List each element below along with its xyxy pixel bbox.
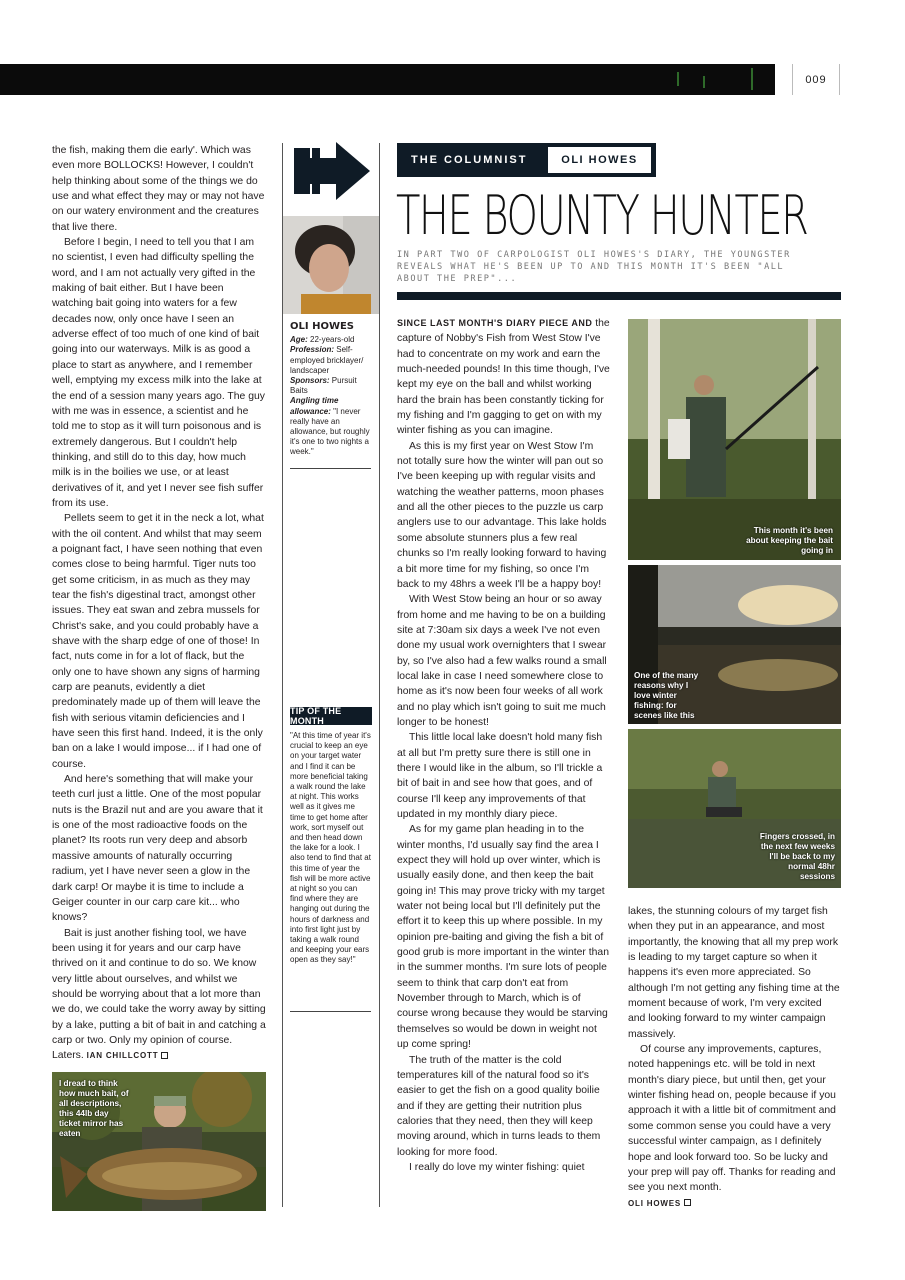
top-banner [0,64,775,95]
paragraph: As for my game plan heading in to the winter months, I'd usually say find the area I expect they will hold up over winter, which is usually easily done, and then keep the bait going in! This may prove tricky with my target water not being local but I'll definitely put the effort it to keep this up where possible. In my opinion pre-baiting and giving the fish a bit of good grub is more important in the winter than in the summer months. I'm sure lots of people seem to think that carp don't eat from November through to March, which is of course wrong because they would be starving themselves so would be down in weight not up come spring! [397,824,609,1051]
paragraph: Of course any improvements, captures, noted happenings etc. will be told in next month's diary piece, but until then, get your winter fishing head on, people because if you approach it with a little bit of commitment and some common sense you could have a very successful winter campaign, as I definitely hope and look forward too. So be lucky and your prep will pay off. Thanks for reading and see you next month. [628,1044,836,1194]
author-byline: OLI HOWES [628,1198,681,1208]
paragraph: The truth of the matter is the cold temperatures kill of the natural food so it's easier to get the fish on a good quality boilie and if they are getting their nutrition plus calories that they need, then they will keep moving around, which in turns leads to them looking for more food. [397,1054,601,1158]
standfirst: IN PART TWO OF CARPOLOGIST OLI HOWES'S DIARY, THE YOUNGSTER REVEALS WHAT HE'S BEEN UP TO AND THIS MONTH IT'S BEEN "ALL ABOUT THE PREP"... [397,250,791,284]
photo-caption: Fingers crossed, in the next few weeks I'll be back to my normal 48hr sessions [759,832,835,881]
paragraph: Pellets seem to get it in the neck a lot, what with the oil content. And whilst that may seem a poignant fact, I have seen nothing that even comes close to being harmful. Tiger nuts too get some criticism, in as much as they may tear the fish's digestinal tract, amongst other issues. They eat swan and zebra mussels for Christ's sake, and you could probably have a shave with the sharp edge of one of those! In fact, nuts come in for a lot of flack, but the only one to have shown any signs of harming carp are peanuts, evidently a diet predominately made up of them will leave the fish with serious vitamin deficiencies and I have seen this first hand. Indeed, it is the only ban on a lake I would impose... if I had one of course. [52,513,264,770]
paragraph: Bait is just another fishing tool, we have been using it for years and our carp have thrived on it and continue to do so. We know very little about ourselves, and whilst we should be worrying about that a lot more than we do, we could take the worry away by sitting by a lake, putting a bit of bait in and catching a carp or two. Only my opinion of course. Laters. [52,927,266,1062]
photo-caption: One of the many reasons why I love winter fishing: for scenes like this [634,671,699,720]
photo-angler-standing [628,319,841,560]
profile-divider [290,468,371,469]
paragraph: Before I begin, I need to tell you that I am no scientist, I even had difficulty spelling the word, and I am not actually very gifted in the making of bait either. But I have been watching bait going into waters for a few decades now, only once have I seen an adverse effect of too much of one kind of bait going into our waterways. Milk is as good a place to start as anywhere, and I remember well, emptying my excess milk into the lake at the end of a session many years ago. The guy with me was in essence, a scientist and he told me to stop as it will turn poisonous and is extremely dangerous. But I couldn't help thinking, and still do to this day, how much milk is in the boilies we use, or at least derivatives of it, and yet I never see fish suffer from its use. [52,237,265,509]
author-profile [290,322,374,458]
columnist-arrow-logo [292,140,372,200]
photo-sunset-lake [628,565,841,724]
profile-value: "I never really have an allowance, but roughly it's one to two nights a week." [290,406,370,457]
columnist-tag [397,143,656,177]
profile-value: 22-years-old [310,335,355,345]
paragraph: And here's something that will make your teeth curl just a little. One of the most popular nuts is the Brazil nut and are you aware that it is one of the most radioactive foods on the planet? Its roots run very deep and absorb massive amounts of naturally occurring radium, yet I have never seen a glow in the dark carp! Or maybe it is time to include a Geiger counter in our carp care kit... who knows? [52,774,263,924]
profile-name: OLI HOWES [290,321,355,332]
photo-mirror-carp [52,1072,266,1211]
paragraph: the capture of Nobby's Fish from West Stow I've had to concentrate on my work and earn the much-needed pounds! In this time though, I've kept my eye on the ball and whilst working hard the brain has been constantly ticking for my fishing and I'm gagging to get on with my winter fishing as you can imagine. [397,318,610,437]
banner-tick [751,68,753,90]
profile-label: Sponsors: [290,376,330,386]
profile-value: Self-employed bricklayer/ landscaper [290,345,364,375]
author-tag: OLI HOWES [548,147,651,173]
paragraph: With West Stow being an hour or so away from home and me having to be on a building site at 7:30am six days a week I've not even done my usual work overnighters that I swear by, so I've also had a few walks round a small local lake in case I need somewhere close to home as it's now been four weeks of all work and no play which isn't going to suit me much longer to be honest! [397,594,607,728]
profile-label: Angling time allowance: [290,396,339,416]
paragraph: lakes, the stunning colours of my target fish when they put in an appearance, and most importantly, the knowing that all my prep work is leading to my target capture so when it happens it's even more appreciated. So although I'm not getting any fishing time at the moment because of work, I'm very excited and looking forward to my winter campaign massively. [628,906,840,1040]
lead-caps: SINCE LAST MONTH'S DIARY PIECE AND [397,318,593,328]
column-1 [52,143,266,1064]
end-mark-icon [684,1199,691,1206]
page-number: 009 [792,64,840,95]
author-byline: IAN CHILLCOTT [86,1051,159,1061]
banner-tick [677,72,679,86]
paragraph: I really do love my winter fishing: quiet [409,1161,585,1173]
photo-caption: I dread to think how much bait, of all descriptions, this 44lb day ticket mirror has eaten [59,1079,129,1138]
profile-label: Age: [290,335,308,345]
paragraph: the fish, making them die early'. Which was even more BOLLOCKS! However, I couldn't help thinking about some of the things we do use and what effect they may or may not have on our watery environment and the creatures that live there. [52,145,265,233]
paragraph: As this is my first year on West Stow I'm not totally sure how the winter will pan out so I've been keeping up with regular visits and watching the weather patterns, moon phases and all the other pieces to the puzzle us carp anglers use to our advantage. This lake holds some absolute stunners plus a few real chunks so I'm really looking forward to having a bit more time for my fishing, so once I'm back to my 48hrs a week I'll be a happy boy! [397,440,607,590]
photo-angler-sitting [628,729,841,888]
column-4 [628,904,841,1211]
section-label: THE COLUMNIST [411,154,528,166]
tip-divider [290,1011,371,1012]
column-divider [379,143,380,1207]
profile-value: Pursuit Baits [290,376,357,396]
author-portrait [283,216,379,314]
end-mark-icon [161,1052,168,1059]
column-3 [397,316,610,1175]
headline: THE BOUNTY HUNTER [396,184,808,247]
tip-body: "At this time of year it's crucial to keep an eye on your target water and I find it can be more beneficial taking a walk round the lake at night. This works well as it gives me time to get home after work, sort myself out and then head down the lake for a look. I also tend to find that at this time of year the fish will be more active at night so you can find where they are hanging out during the hours of darkness and into first light just by taking a walk round and keeping your ears open as they say!" [290,731,371,965]
header-rule [397,292,841,300]
photo-caption: This month it's been about keeping the bait going in [746,526,833,555]
banner-tick [703,76,705,88]
tip-title: TIP OF THE MONTH [290,707,372,725]
paragraph: This little local lake doesn't hold many fish at all but I'm pretty sure there is still one in there I would like in the album, so I'll trickle a bit of bait in and see how that goes, and of course I'll keep any improvements of that updated in my monthly diary piece. [397,732,603,820]
profile-label: Profession: [290,345,335,355]
